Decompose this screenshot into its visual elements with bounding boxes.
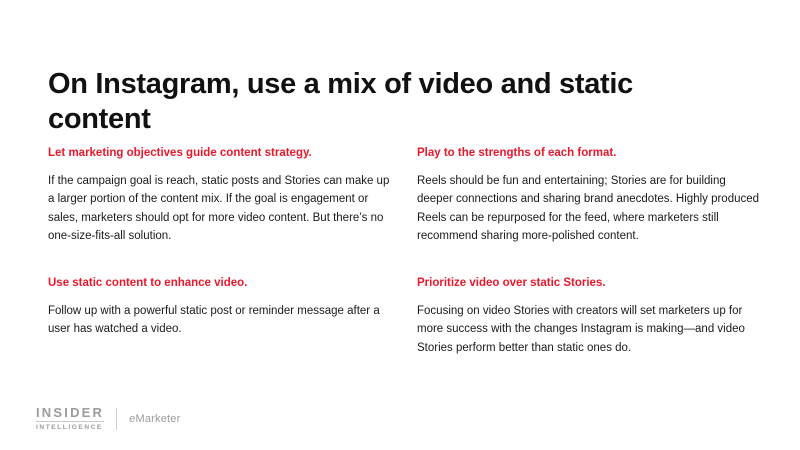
content-columns	[48, 146, 760, 357]
block-subhead: Play to the strengths of each format.	[417, 147, 617, 159]
emarketer-logo	[129, 413, 180, 425]
block-body: Follow up with a powerful static post or reminder message after a user has watched a video.	[48, 304, 380, 336]
block-body: Reels should be fun and entertaining; Stories are for building deeper connections and sharing brand anecdotes. Highly produced Reels can be repurposed for the feed, where marketers still recommend sharing more-polished content.	[417, 174, 760, 243]
block-subhead: Prioritize video over static Stories.	[417, 277, 606, 290]
column-left	[48, 146, 391, 357]
intelligence-wordmark: INTELLIGENCE	[36, 421, 104, 432]
page-title: On Instagram, use a mix of video and static content	[48, 68, 633, 135]
content-block	[417, 276, 760, 357]
block-subhead: Use static content to enhance video.	[48, 277, 248, 290]
logo-divider	[116, 408, 117, 430]
insider-intelligence-logo	[36, 406, 104, 432]
block-body: If the campaign goal is reach, static posts and Stories can make up a larger portion of the content mix. If the goal is engagement or sales, marketers should opt for more video content. But there’s no one-size-fits-all solution.	[48, 174, 390, 243]
column-right	[417, 146, 760, 357]
insider-wordmark: INSIDER	[36, 404, 105, 420]
content-block	[417, 146, 760, 246]
block-subhead: Let marketing objectives guide content strategy.	[48, 147, 312, 159]
emarketer-logo-e: e	[129, 413, 136, 425]
content-block	[48, 146, 391, 246]
emarketer-logo-name: Marketer	[135, 413, 181, 425]
block-body: Focusing on video Stories with creators will set marketers up for more success with the changes Instagram is making—and video Stories perform better than static ones do.	[417, 304, 745, 354]
content-block	[48, 276, 391, 339]
footer-logos	[36, 406, 180, 432]
